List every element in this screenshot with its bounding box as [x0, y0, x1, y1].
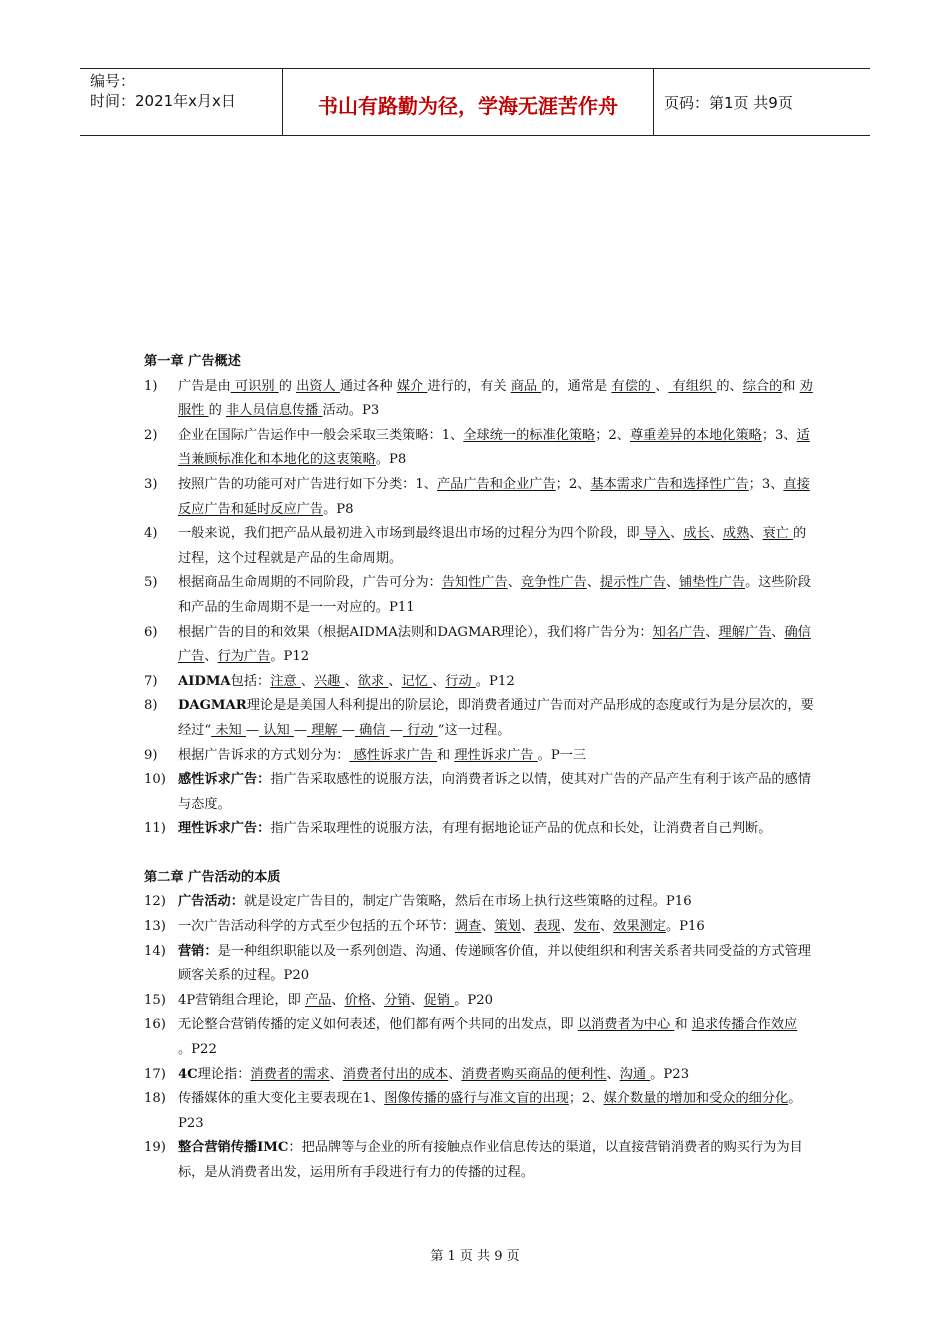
- list-item: [144, 375, 814, 424]
- item-text: [178, 894, 692, 909]
- text-run: 、: [771, 624, 785, 640]
- text-run: 、: [520, 919, 535, 935]
- item-number: 16): [144, 1017, 166, 1033]
- list-item: [144, 744, 814, 769]
- term: 理性诉求广告：: [178, 821, 271, 837]
- text-run: —: [341, 722, 355, 738]
- fill-in-answer: 策划: [494, 919, 521, 935]
- text-run: 。P12: [475, 673, 515, 689]
- fill-in-answer: 出资人: [296, 378, 340, 394]
- text-run: 。P23: [650, 1066, 690, 1082]
- text-run: 和: [674, 1017, 692, 1033]
- text-run: 、: [388, 673, 402, 689]
- text-run: 、: [344, 673, 358, 689]
- fill-in-answer: 消费者付出的成本: [342, 1066, 449, 1082]
- list-item: [144, 522, 814, 571]
- item-number: 18): [144, 1091, 166, 1107]
- fill-in-answer: 成熟: [722, 526, 750, 542]
- fill-in-answer: 全球统一的标准化策略: [463, 427, 596, 443]
- chapter-1-items: [144, 375, 814, 842]
- item-number: 12): [144, 894, 166, 910]
- text-run: 进行的，有关: [427, 378, 511, 394]
- text-run: —: [389, 722, 403, 738]
- text-run: 、: [329, 1066, 343, 1082]
- text-run: 根据商品生命周期的不同阶段，广告可分为：: [178, 575, 442, 591]
- fill-in-answer: 衰亡: [762, 526, 794, 542]
- text-run: 企业在国际广告运作中一般会采取三类策略：1、: [178, 427, 464, 443]
- list-item: [144, 940, 814, 989]
- code-label: 编号：: [90, 72, 136, 90]
- fill-in-answer: 尊重差异的本地化策略: [629, 427, 762, 443]
- text-run: 。P22: [178, 1042, 217, 1058]
- list-item: [144, 915, 814, 940]
- text-run: 一次广告活动科学的方式至少包括的五个环节：: [178, 919, 455, 935]
- fill-in-answer: 记忆: [401, 673, 433, 689]
- fill-in-answer: 直接反应广告和延时反应广告: [178, 476, 810, 517]
- fill-in-answer: 有偿的: [611, 378, 656, 394]
- fill-in-answer: 导入: [639, 526, 671, 542]
- document-body: [144, 350, 814, 1186]
- fill-in-answer: 提示性广告: [600, 575, 666, 591]
- list-item: [144, 1063, 814, 1088]
- fill-in-answer: 价格: [344, 992, 371, 1008]
- term: 4C: [178, 1066, 198, 1082]
- term: 广告活动：: [178, 894, 244, 910]
- item-number: 6): [144, 624, 158, 640]
- text-run: 、: [481, 919, 495, 935]
- item-text: [178, 526, 806, 566]
- item-text: [178, 575, 811, 615]
- item-number: 13): [144, 919, 166, 935]
- item-number: 8): [144, 698, 158, 714]
- term: DAGMAR: [178, 698, 247, 714]
- text-run: ”这一过程。: [437, 722, 511, 738]
- text-run: 、: [670, 526, 684, 542]
- time-label: 时间：2021年x月x日: [90, 92, 236, 110]
- text-run: 根据广告的目的和效果（根据AIDMA法则和DAGMAR理论），我们将广告分为：: [178, 624, 653, 640]
- fill-in-answer: 可识别: [230, 378, 279, 394]
- text-run: 指广告采取理性的说服方法，有理有据地论证产品的优点和长处，让消费者自己判断。: [270, 821, 772, 837]
- item-text: [178, 477, 810, 517]
- text-run: 、: [709, 526, 723, 542]
- text-run: 。P一三: [537, 747, 587, 763]
- text-run: 根据广告诉求的方式划分为：: [178, 747, 350, 763]
- item-number: 9): [144, 747, 158, 763]
- item-number: 1): [144, 378, 158, 394]
- text-run: 。P8: [375, 452, 407, 468]
- text-run: 的、: [716, 378, 743, 394]
- fill-in-answer: 适当兼顾标准化和本地化的这衷策略: [178, 427, 810, 468]
- list-item: [144, 424, 814, 473]
- text-run: 就是设定广告目的，制定广告策略，然后在市场上执行这些策略的过程。P16: [243, 894, 692, 910]
- text-run: 和: [436, 747, 455, 763]
- text-run: 、: [606, 1066, 620, 1082]
- fill-in-answer: 未知: [211, 722, 246, 738]
- fill-in-answer: 促销: [423, 992, 455, 1008]
- text-run: 、: [665, 575, 680, 591]
- item-text: [178, 625, 811, 665]
- text-run: 、: [600, 919, 614, 935]
- text-run: 按照广告的功能可对广告进行如下分类：1、: [178, 476, 437, 492]
- fill-in-answer: 商品: [510, 378, 542, 394]
- list-item: [144, 670, 814, 695]
- item-text: [178, 698, 814, 738]
- item-number: 19): [144, 1140, 166, 1156]
- text-run: 、: [655, 378, 669, 394]
- text-run: ；2、: [568, 1091, 604, 1107]
- list-item: [144, 817, 814, 842]
- item-text: [178, 944, 811, 984]
- text-run: 、: [507, 575, 521, 591]
- item-number: 17): [144, 1066, 166, 1082]
- fill-in-answer: 理解广告: [718, 624, 772, 640]
- fill-in-answer: 确信广告: [178, 624, 811, 665]
- fill-in-answer: 图像传播的盛行与准文盲的出现: [384, 1091, 569, 1107]
- text-run: 一般来说，我们把产品从最初进入市场到最终退出市场的过程分为四个阶段，即: [178, 526, 640, 542]
- fill-in-answer: 成长: [683, 526, 710, 542]
- item-number: 5): [144, 575, 158, 591]
- fill-in-answer: 感性诉求广告: [349, 747, 437, 763]
- text-run: ；2、: [555, 476, 591, 492]
- item-text: [178, 428, 810, 468]
- list-item: [144, 473, 814, 522]
- item-text: [178, 674, 515, 689]
- item-number: 10): [144, 772, 166, 788]
- fill-in-answer: 竞争性广告: [520, 575, 587, 591]
- text-run: 、: [705, 624, 719, 640]
- text-run: 。P16: [665, 919, 705, 935]
- text-run: 的过程，这个过程就是产品的生命周期。: [178, 526, 807, 566]
- chapter-2-title: 第二章 广告活动的本质: [144, 869, 281, 885]
- item-text: [178, 748, 586, 763]
- text-run: —: [293, 722, 308, 738]
- fill-in-answer: 认知: [259, 722, 294, 738]
- list-item: [144, 768, 814, 817]
- text-run: 、: [410, 992, 424, 1008]
- fill-in-answer: 消费者购买商品的便利性: [461, 1066, 607, 1082]
- text-run: 的: [278, 378, 297, 394]
- list-item: [144, 1136, 814, 1185]
- text-run: 。这些阶段和产品的生命周期不是一一对应的。P11: [178, 575, 811, 615]
- fill-in-answer: 确信: [354, 722, 390, 738]
- chapter-1-title: 第一章 广告概述: [144, 354, 241, 369]
- text-run: 。P8: [323, 501, 354, 517]
- item-text: [178, 1091, 801, 1131]
- item-text: [178, 821, 771, 836]
- fill-in-answer: 理性诉求广告: [454, 747, 538, 763]
- text-run: 广告是由: [178, 378, 231, 394]
- fill-in-answer: 发布: [573, 919, 600, 935]
- fill-in-answer: 表现: [534, 919, 561, 935]
- text-run: 、: [432, 673, 446, 689]
- fill-in-answer: 沟通: [619, 1066, 651, 1082]
- fill-in-answer: 注意: [270, 673, 301, 689]
- fill-in-answer: 铺垫性广告: [679, 575, 746, 591]
- text-run: 、: [300, 673, 314, 689]
- fill-in-answer: 劝服性: [178, 378, 813, 419]
- term: 营销：: [178, 943, 218, 959]
- fill-in-answer: 以消费者为中心: [577, 1017, 675, 1033]
- fill-in-answer: 消费者的需求: [250, 1066, 330, 1082]
- item-text: [178, 1017, 797, 1057]
- text-run: ；3、: [761, 427, 797, 443]
- text-run: —: [245, 722, 260, 738]
- fill-in-answer: 效果测定: [613, 919, 666, 935]
- fill-in-answer: 行动: [402, 722, 438, 738]
- text-run: 、: [749, 526, 763, 542]
- text-run: 指广告采取感性的说服方法，向消费者诉之以情，使其对广告的产品产生有利于该产品的感情与态度。: [178, 772, 811, 812]
- text-run: 包括：: [230, 673, 271, 689]
- item-number: 3): [144, 476, 158, 492]
- fill-in-answer: 基本需求广告和选择性广告: [590, 476, 749, 492]
- text-run: 、: [586, 575, 600, 591]
- fill-in-answer: 追求传播合作效应: [691, 1017, 798, 1033]
- text-run: 。P23: [178, 1091, 802, 1131]
- item-text: [178, 1067, 689, 1082]
- fill-in-answer: 欲求: [357, 673, 389, 689]
- fill-in-answer: 行为广告: [217, 649, 271, 665]
- list-item: [144, 1013, 814, 1062]
- item-number: 2): [144, 427, 158, 443]
- fill-in-answer: 调查: [454, 919, 482, 935]
- fill-in-answer: 产品: [304, 992, 332, 1008]
- fill-in-answer: 理解: [307, 722, 342, 738]
- text-run: 理论指：: [197, 1066, 251, 1082]
- motto: 书山有路勤为径，学海无涯苦作舟: [282, 69, 654, 135]
- text-run: 的，通常是: [541, 378, 612, 394]
- text-run: 。P12: [270, 649, 310, 665]
- list-item: [144, 989, 814, 1014]
- text-run: 4P营销组合理论，即: [178, 992, 305, 1008]
- fill-in-answer: 告知性广告: [441, 575, 508, 591]
- text-run: 无论整合营销传播的定义如何表述，他们都有两个共同的出发点，即: [178, 1017, 578, 1033]
- fill-in-answer: 产品广告和企业广告: [436, 476, 556, 492]
- text-run: 、: [448, 1066, 462, 1082]
- item-number: 15): [144, 992, 166, 1008]
- item-number: 11): [144, 821, 166, 837]
- text-run: 活动。P3: [322, 403, 380, 419]
- text-run: 通过各种: [339, 378, 397, 394]
- text-run: 、: [370, 992, 385, 1008]
- fill-in-answer: 行动: [445, 673, 476, 689]
- fill-in-answer: 媒介数量的增加和受众的细分化: [603, 1091, 789, 1107]
- item-text: [178, 919, 705, 934]
- text-run: 的: [208, 403, 226, 419]
- term: AIDMA: [178, 673, 231, 689]
- text-run: 、: [204, 649, 218, 665]
- list-item: [144, 694, 814, 743]
- text-run: 、: [560, 919, 574, 935]
- text-run: 和: [782, 378, 800, 394]
- list-item: [144, 890, 814, 915]
- item-number: 14): [144, 943, 166, 959]
- term: 整合营销传播IMC: [178, 1140, 289, 1156]
- list-item: [144, 1087, 814, 1136]
- text-run: 。P20: [454, 992, 494, 1008]
- chapter-2-items: [144, 890, 814, 1185]
- item-number: 4): [144, 526, 158, 542]
- term: 感性诉求广告：: [178, 772, 271, 788]
- page-info: 页码：第1页 共9页: [664, 93, 793, 112]
- page-footer: 第 1 页 共 9 页: [430, 1249, 520, 1264]
- item-text: [178, 379, 813, 419]
- text-run: 传播媒体的重大变化主要表现在1、: [178, 1091, 385, 1107]
- text-run: ：把品牌等与企业的所有接触点作业信息传达的渠道，以直接营销消费者的购买行为为目标，是从消费者出发，运用所有手段进行有力的传播的过程。: [178, 1140, 803, 1180]
- item-number: 7): [144, 673, 158, 689]
- fill-in-answer: 非人员信息传播: [225, 403, 323, 419]
- text-run: 、: [331, 992, 345, 1008]
- text-run: 理论是是美国人科利提出的阶层论，即消费者通过广告而对产品形成的态度或行为是分层次的，要经过“: [178, 698, 814, 738]
- fill-in-answer: 分销: [384, 992, 411, 1008]
- fill-in-answer: 有组织: [668, 378, 717, 394]
- page-header: [80, 68, 870, 136]
- list-item: [144, 571, 814, 620]
- text-run: ；2、: [595, 427, 630, 443]
- header-left-cell: [80, 69, 282, 135]
- fill-in-answer: 媒介: [396, 378, 428, 394]
- text-run: ；3、: [748, 476, 784, 492]
- item-text: [178, 1140, 803, 1180]
- fill-in-answer: 知名广告: [652, 624, 706, 640]
- list-item: [144, 621, 814, 670]
- text-run: 是一种组织职能以及一系列创造、沟通、传递顾客价值，并以使组织和利害关系者共同受益的方式管理顾客关系的过程。P20: [178, 943, 811, 984]
- item-text: [178, 772, 811, 812]
- fill-in-answer: 兴趣: [314, 673, 345, 689]
- fill-in-answer: 综合的: [742, 378, 783, 394]
- item-text: [178, 993, 493, 1008]
